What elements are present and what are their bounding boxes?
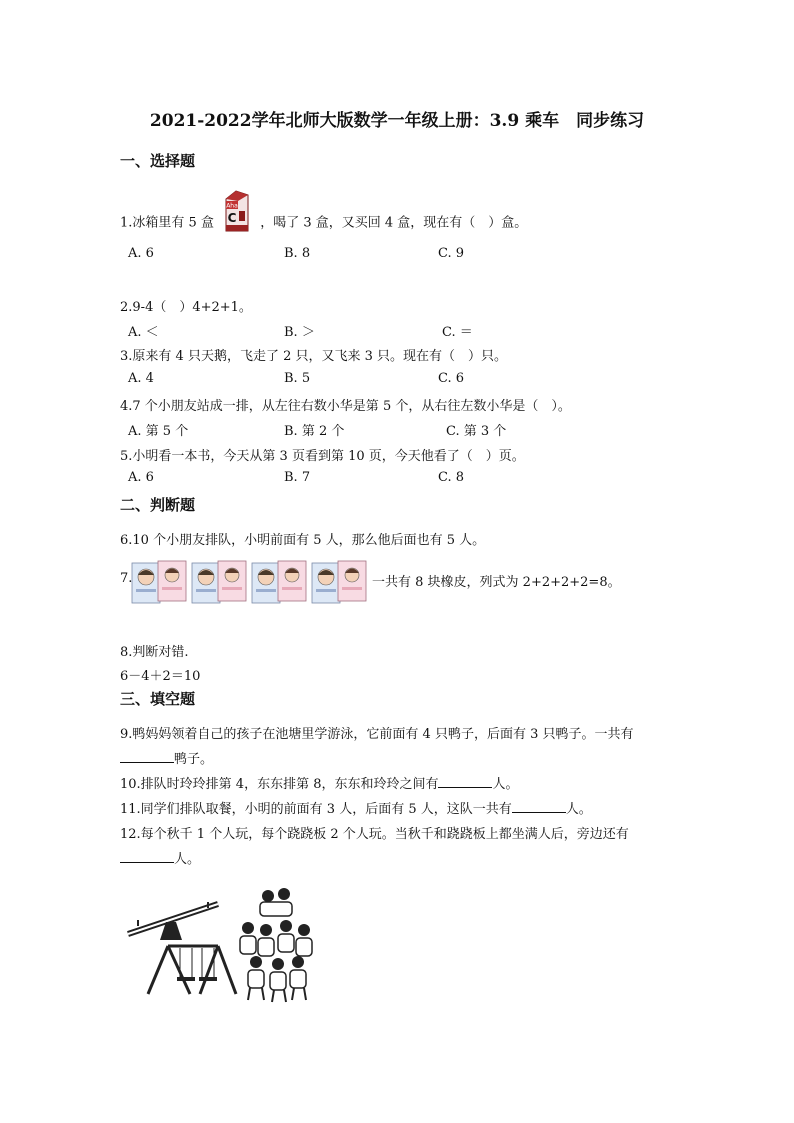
question-12-line2: 人。 (120, 848, 200, 867)
question-1 (120, 203, 527, 243)
section-choice: 一、选择题 (120, 152, 196, 170)
milk-carton-icon (222, 203, 252, 243)
question-1-pre: 1.冰箱里有 5 盒 (120, 215, 214, 231)
question-10: 10.排队时玲玲排第 4，东东排第 8，东东和玲玲之间有 人。 (120, 777, 519, 792)
question-2: 2.9-4（ ）4+2+1。 (120, 300, 252, 315)
seesaw-icon (128, 902, 218, 940)
question-9-line1: 9.鸭妈妈领着自己的孩子在池塘里学游泳，它前面有 4 只鸭子，后面有 3 只鸭子。一共有 (120, 727, 634, 742)
question-11: 11.同学们排队取餐，小明的前面有 3 人，后面有 5 人，这队一共有 人。 (120, 802, 592, 817)
question-7-post: 一共有 8 块橡皮，列式为 2+2+2+2=8。 (372, 575, 621, 590)
question-6: 6.10 个小朋友排队，小明前面有 5 人，那么他后面也有 5 人。 (120, 533, 486, 548)
q1-option-c[interactable]: C. 9 (438, 246, 465, 261)
q4-option-b[interactable]: B. 第 2 个 (284, 424, 345, 439)
question-3: 3.原来有 4 只天鹅，飞走了 2 只，又飞来 3 只。现在有（ ）只。 (120, 349, 508, 364)
section-judge: 二、判断题 (120, 496, 196, 514)
question-5: 5.小明看一本书，今天从第 3 页看到第 10 页，今天他看了（ ）页。 (120, 449, 525, 464)
section-fill: 三、填空题 (120, 690, 196, 708)
q2-option-b[interactable]: B. ＞ (284, 325, 315, 340)
question-12-line1: 12.每个秋千 1 个人玩，每个跷跷板 2 个人玩。当秋千和跷跷板上都坐满人后，旁边还有 (120, 827, 629, 842)
q2-option-a[interactable]: A. ＜ (128, 325, 159, 340)
q11-answer-blank[interactable] (512, 800, 566, 813)
carton-brand-text: Aha (226, 202, 238, 210)
svg-text:C: C (227, 211, 237, 225)
q9-answer-blank[interactable] (120, 750, 174, 763)
q3-option-c[interactable]: C. 6 (438, 371, 465, 386)
question-8: 8.判断对错. (120, 645, 189, 660)
question-4: 4.7 个小朋友站成一排，从左往右数小华是第 5 个，从右往左数小华是（ ）。 (120, 399, 571, 414)
q4-option-a[interactable]: A. 第 5 个 (128, 424, 189, 439)
q1-option-a[interactable]: A. 6 (128, 246, 154, 261)
q2-option-c[interactable]: C. ＝ (442, 325, 473, 340)
q5-option-c[interactable]: C. 8 (438, 470, 465, 485)
q12-answer-blank[interactable] (120, 850, 174, 863)
q5-option-a[interactable]: A. 6 (128, 470, 154, 485)
q3-option-a[interactable]: A. 4 (128, 371, 154, 386)
q10-answer-blank[interactable] (438, 775, 492, 788)
playground-illustration (120, 882, 340, 1007)
children-group-icon (240, 888, 312, 1002)
page-title: 2021-2022学年北师大版数学一年级上册：3.9 乘车 同步练习 (149, 111, 645, 131)
question-7-pre: 7. (120, 571, 133, 586)
q5-option-b[interactable]: B. 7 (284, 470, 311, 485)
eraser-pairs-image (130, 555, 370, 607)
swing-set-icon (148, 946, 236, 994)
q1-option-b[interactable]: B. 8 (284, 246, 311, 261)
question-1-post: ，喝了 3 盒，又买回 4 盒，现在有（ ）盒。 (260, 215, 528, 231)
q3-option-b[interactable]: B. 5 (284, 371, 311, 386)
question-8-expression: 6－4＋2＝10 (120, 669, 201, 684)
question-9-line2: 鸭子。 (120, 748, 213, 767)
q4-option-c[interactable]: C. 第 3 个 (446, 424, 507, 439)
